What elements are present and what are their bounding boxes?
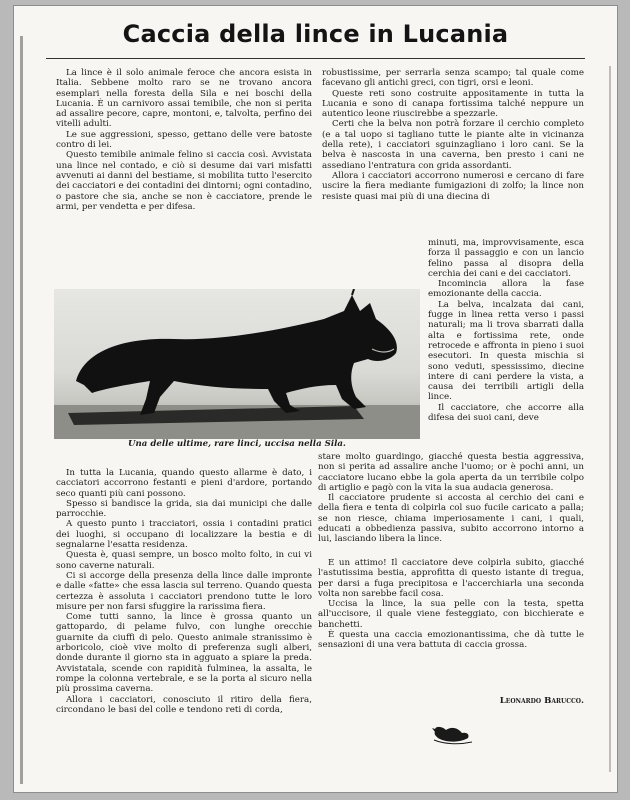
paragraph: A questo punto i tracciatori, ossia i contadini pratici dei luoghi, si occupano di localizzare la bestia e di segnalarne l'esatta residenza. <box>56 519 312 551</box>
column-1 <box>56 68 312 288</box>
paragraph: In tutta la Lucania, quando questo allarme è dato, i cacciatori accorrono festanti e pieni d'ardore, portando seco quanti più cani possono. <box>56 468 312 499</box>
paragraph: Uccisa la lince, la sua pelle con la testa, spetta all'uccisore, il quale viene festeggiato, con bicchierate e banchetti. <box>318 599 584 630</box>
column-5 <box>56 468 312 776</box>
page-right-edge-shadow <box>609 66 611 772</box>
paragraph: Certi che la belva non potrà forzare il cerchio completo (e a tal uopo si tagliano tutte le piante alte in vicinanza della rete), i cacciatori sguinzagliano i loro cani. Se la belva è nascosta in una caverna, ben presto i cani ne assediano l'entratura con grida assordanti. <box>322 119 584 171</box>
lynx-photo <box>54 289 420 439</box>
title-divider <box>46 58 585 59</box>
paragraph: Ci si accorge della presenza della lince dalle impronte e dalle «fatte» che essa lascia sul terreno. Quando questa certezza è assoluta i cacciatori prendono tutte le loro misure per non farsi sfuggire la rarissima fiera. <box>56 570 312 612</box>
paragraph: È un attimo! Il cacciatore deve colpirla subito, giacché l'astutissima bestia, approfitta di questo istante di tregua, per darsi a fuga precipitosa e l'accerchiarla una seconda volta non sarebbe facil cosa. <box>318 558 584 599</box>
duck-icon <box>432 716 474 746</box>
paragraph: minuti, ma, improvvisamente, esca forza il passaggio e con un lancio felino passa al disopra della cerchia dei cani e dei cacciatori. <box>428 238 584 279</box>
column-6 <box>318 558 584 708</box>
article-title: Caccia della lince in Lucania <box>122 20 509 48</box>
lynx-silhouette-icon <box>54 289 420 439</box>
paragraph: Come tutti sanno, la lince è grossa quanto un gattopardo, di pelame fulvo, con lunghe orecchie guarnite da ciuffi di pelo. Questo animale stranissimo è arboricolo, cioè vive molto di preferenza sugli alberi, donde durante il giorno sta in agguato a spiare la preda. Avvistatala, scende con rapidità fulminea, la assalta, le rompe la colonna vertebrale, e se la porta al sicuro nella più prossima caverna. <box>56 612 312 695</box>
paragraph: stare molto guardingo, giacché questa bestia aggressiva, non si perita ad assalire anche l'uomo; or è pochi anni, un cacciatore lucano ebbe la gola aperta da un terribile colpo di artiglio e pagò con la vita la sua audacia generosa. <box>318 452 584 493</box>
page-left-edge-shadow <box>20 36 23 784</box>
paragraph: Le sue aggressioni, spesso, gettano delle vere batoste contro di lei. <box>56 129 312 151</box>
paragraph: Il cacciatore, che accorre alla difesa dei suoi cani, deve <box>428 402 584 424</box>
paragraph: Incomincia allora la fase emozionante della caccia. <box>428 279 584 300</box>
column-2 <box>322 68 584 238</box>
paragraph: Questo temibile animale felino si caccia così. Avvistata una lince nel contado, e ciò si desume dai vari misfatti avvenuti ai danni del bestiame, si mobilita tutto l'esercito dei cacciatori e dei contadini dei dintorni; ogni contadino, o pastore che sia, anche se non è cacciatore, prende le armi, per vendetta e per difesa. <box>56 150 312 212</box>
paragraph: Allora i cacciatori accorrono numerosi e cercano di fare uscire la fiera mediante fumigazioni di zolfo; la lince non resiste quasi mai più di una diecina di <box>322 170 584 202</box>
paragraph: robustissime, per serrarla senza scampo; tal quale come facevano gli antichi greci, con tigri, orsi e leoni. <box>322 68 584 89</box>
paragraph: È questa una caccia emozionantissima, che dà tutte le sensazioni di una vera battuta di caccia grossa. <box>318 630 584 651</box>
paragraph: Spesso si bandisce la grida, sia dai municipi che dalle parrocchie. <box>56 498 312 520</box>
author-signature: Leonardo Barucco. <box>499 696 584 706</box>
paragraph: Allora i cacciatori, conosciuto il ritiro della fiera, circondano le basi del colle e tendono reti di corda, <box>56 694 312 715</box>
paragraph: La belva, incalzata dai cani, fugge in linea retta verso i passi naturali; ma li trova sbarrati dalla alta e fortissima rete, onde retrocede e affronta in pieno i suoi esecutori. In questa mischia si sono veduti, spessissimo, diecine intere di cani perdere la vista, a causa dei terribili artigli della lince. <box>428 299 584 403</box>
paragraph: La lince è il solo animale feroce che ancora esista in Italia. Sebbene molto raro se ne trovano ancora esemplari nella foresta della Sila e nei boschi della Lucania. È un carnivoro assai temibile, che non si perita ad assalire pecore, capre, montoni, e, talvolta, perfino dei vitelli adulti. <box>56 68 312 130</box>
paragraph: Questa è, quasi sempre, un bosco molto folto, in cui vi sono caverne naturali. <box>56 550 312 571</box>
paragraph: Il cacciatore prudente si accosta al cerchio dei cani e della fiera e tenta di colpirla col suo fucile caricato a palla; se non riesce, chiama imperiosamente i cani, i quali, educati a obbedienza passiva, subito accorrono intorno a lui, lasciando libera la lince. <box>318 493 584 545</box>
paragraph: Queste reti sono costruite appositamente in tutta la Lucania e sono di canapa fortissima talché neppure un autentico leone riuscirebbe a spezzarle. <box>322 88 584 120</box>
photo-caption: Una delle ultime, rare linci, uccisa nella Sila. <box>128 439 346 449</box>
column-3 <box>428 238 584 460</box>
magazine-page <box>14 6 617 792</box>
column-4 <box>318 452 584 556</box>
